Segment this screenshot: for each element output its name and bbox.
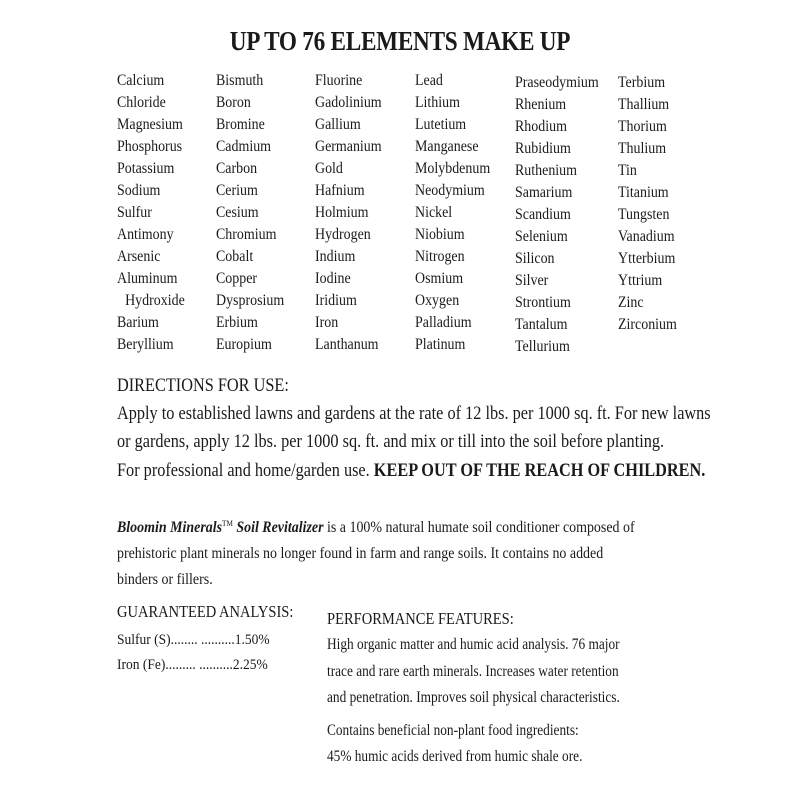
element-name: Arsenic [117,248,161,265]
element-name: Hydroxide [125,292,185,309]
element-name: Sodium [117,182,161,199]
element-name: Magnesium [117,116,183,133]
element-name: Bismuth [216,72,264,89]
performance-heading: PERFORMANCE FEATURES: [327,609,514,628]
performance-line: Contains beneficial non-plant food ingredients: [327,722,579,739]
element-name: Iodine [315,270,351,287]
element-name: Vanadium [618,228,675,245]
element-name: Boron [216,94,251,111]
element-name: Ytterbium [618,250,676,267]
elements-column-3 [315,70,389,356]
element-name: Indium [315,248,356,265]
element-name: Holmium [315,204,369,221]
element-name: Tin [618,162,637,179]
element-name: Silicon [515,250,555,267]
element-name: Hydrogen [315,226,371,243]
element-name: Sulfur [117,204,152,221]
element-name: Calcium [117,72,165,89]
elements-column-1 [117,70,192,356]
element-name: Platinum [415,336,466,353]
elements-column-6 [618,72,683,336]
element-name: Praseodymium [515,74,599,91]
element-name: Chloride [117,94,166,111]
element-name: Selenium [515,228,568,245]
element-name: Zirconium [618,316,677,333]
element-name: Fluorine [315,72,363,89]
element-name: Carbon [216,160,258,177]
element-name: Bromine [216,116,265,133]
element-name: Lead [415,72,443,89]
element-name: Nitrogen [415,248,465,265]
element-name: Rhenium [515,96,567,113]
analysis-label: Sulfur (S) [117,632,171,648]
analysis-dots: ........ .......... [170,632,235,648]
element-name: Aluminum [117,270,178,287]
directions-line: or gardens, apply 12 lbs. per 1000 sq. ft. and mix or till into the soil before planting. [117,432,665,452]
element-name: Antimony [117,226,174,243]
description-line: binders or fillers. [117,571,213,588]
element-name: Phosphorus [117,138,183,155]
element-name: Lithium [415,94,460,111]
analysis-value: 1.50% [234,632,270,648]
element-name: Ruthenium [515,162,578,179]
product-name: Soil Revitalizer [236,519,324,536]
element-name: Hafnium [315,182,365,199]
element-name: Osmium [415,270,464,287]
element-name: Barium [117,314,159,331]
element-name: Titanium [618,184,669,201]
analysis-row [117,657,268,674]
analysis-value: 2.25% [232,657,268,673]
element-name: Silver [515,272,549,289]
analysis-dots: ......... .......... [165,657,233,673]
element-name: Thallium [618,96,670,113]
element-name: Lutetium [415,116,467,133]
element-name: Cesium [216,204,259,221]
element-name: Manganese [415,138,479,155]
description-line [117,519,635,537]
performance-line: High organic matter and humic acid analysis. 76 major [327,636,620,653]
brand-name: Bloomin Minerals [117,519,223,536]
analysis-label: Iron (Fe) [117,657,166,673]
element-name: Molybdenum [415,160,491,177]
elements-column-2 [216,70,292,356]
element-name: Scandium [515,206,571,223]
element-name: Cobalt [216,248,254,265]
element-name: Iron [315,314,339,331]
element-name: Erbium [216,314,258,331]
element-name: Tellurium [515,338,570,355]
element-name: Lanthanum [315,336,379,353]
element-name: Copper [216,270,258,287]
element-name: Dysprosium [216,292,285,309]
element-name: Tantalum [515,316,568,333]
element-name: Chromium [216,226,277,243]
element-name: Cadmium [216,138,272,155]
element-name: Tungsten [618,206,670,223]
element-name: Gallium [315,116,361,133]
performance-line: and penetration. Improves soil physical characteristics. [327,689,620,706]
trademark-symbol: TM [222,519,233,528]
directions-line [117,461,705,482]
element-name: Neodymium [415,182,485,199]
element-name: Palladium [415,314,472,331]
element-name: Thorium [618,118,667,135]
element-name: Potassium [117,160,175,177]
element-name: Germanium [315,138,382,155]
element-name: Gold [315,160,343,177]
performance-line: trace and rare earth minerals. Increases water retention [327,663,619,680]
element-name: Samarium [515,184,573,201]
directions-text: For professional and home/garden use. [117,461,370,481]
element-name: Rubidium [515,140,571,157]
element-name: Rhodium [515,118,567,135]
warning-text: KEEP OUT OF THE REACH OF CHILDREN. [373,461,706,481]
element-name: Thulium [618,140,667,157]
element-name: Oxygen [415,292,460,309]
element-name: Niobium [415,226,465,243]
element-name: Cerium [216,182,258,199]
analysis-row [117,632,270,649]
element-name: Beryllium [117,336,174,353]
description-line: prehistoric plant minerals no longer found in farm and range soils. It contains no added [117,545,604,562]
directions-heading: DIRECTIONS FOR USE: [117,376,289,396]
element-name: Strontium [515,294,571,311]
element-name: Europium [216,336,272,353]
guaranteed-analysis-heading: GUARANTEED ANALYSIS: [117,602,294,621]
description-text: is a 100% natural humate soil conditioner composed of [323,519,635,536]
element-name: Yttrium [618,272,663,289]
element-name: Gadolinium [315,94,382,111]
element-name: Zinc [618,294,644,311]
label-title: UP TO 76 ELEMENTS MAKE UP [229,26,571,56]
performance-line: 45% humic acids derived from humic shale ore. [327,748,583,765]
element-name: Nickel [415,204,453,221]
elements-column-5 [515,72,608,358]
directions-line: Apply to established lawns and gardens at the rate of 12 lbs. per 1000 sq. ft. For new lawns [117,404,711,424]
elements-column-4 [415,70,499,356]
element-name: Terbium [618,74,666,91]
element-name: Iridium [315,292,357,309]
